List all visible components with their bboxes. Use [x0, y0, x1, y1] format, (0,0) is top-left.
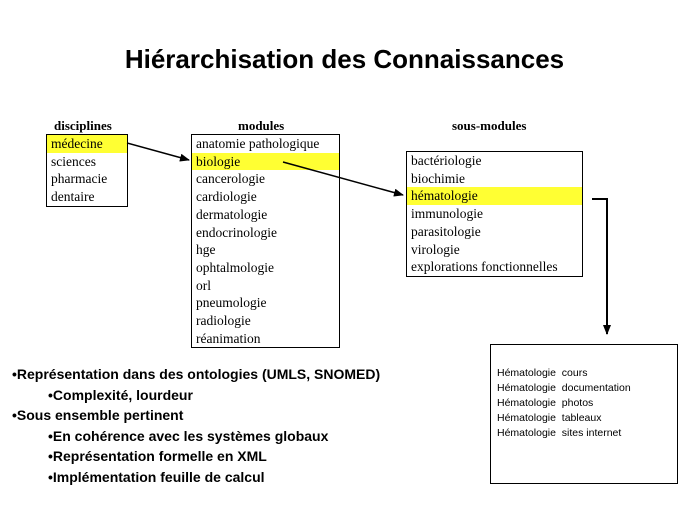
- discipline-item: pharmacie: [51, 171, 108, 187]
- module-item: cardiologie: [196, 189, 257, 205]
- module-item: réanimation: [196, 330, 261, 346]
- modules-header: modules: [238, 118, 285, 133]
- sous-module-item: immunologie: [411, 206, 483, 222]
- sous-module-item: hématologie: [407, 187, 582, 205]
- sous-module-item: parasitologie: [411, 223, 481, 239]
- arrow-module-to-sous-module: [283, 162, 403, 195]
- module-item: biologie: [192, 153, 339, 171]
- resource-item: Hématologie tableaux: [497, 412, 602, 424]
- module-item: pneumologie: [196, 295, 267, 311]
- bullet-item: •Représentation formelle en XML: [48, 448, 267, 464]
- module-item: radiologie: [196, 313, 251, 329]
- discipline-item: sciences: [51, 153, 96, 169]
- module-item: anatomie pathologique: [196, 136, 320, 151]
- bullet-item: •Représentation dans des ontologies (UMLS, SNOMED): [12, 366, 381, 382]
- bullet-item: •En cohérence avec les systèmes globaux: [48, 427, 329, 444]
- module-item: cancerologie: [196, 171, 265, 187]
- arrow-discipline-to-module: [127, 143, 189, 160]
- bullet-list: [12, 364, 380, 487]
- module-item: hge: [196, 242, 216, 258]
- resource-item: Hématologie sites internet: [497, 427, 622, 439]
- discipline-item: médecine: [47, 135, 127, 153]
- bullet-item: •Complexité, lourdeur: [48, 386, 193, 403]
- sous-module-item: virologie: [411, 241, 460, 257]
- hematologie-resources-box: [490, 344, 678, 484]
- sous-module-item: explorations fonctionnelles: [411, 259, 558, 275]
- module-item: orl: [196, 277, 211, 293]
- bullet-item: •Implémentation feuille de calcul: [48, 468, 265, 485]
- bullet-item: •Sous ensemble pertinent: [12, 407, 184, 423]
- resource-item: Hématologie documentation: [497, 382, 631, 394]
- slide-title: Hiérarchisation des Connaissances: [124, 44, 565, 74]
- resource-item: Hématologie cours: [497, 367, 588, 379]
- module-item: ophtalmologie: [196, 259, 274, 275]
- module-item: dermatologie: [196, 206, 268, 222]
- disciplines-header: disciplines: [54, 118, 112, 133]
- sous-module-item: biochimie: [411, 170, 465, 186]
- sous-module-item: bactériologie: [411, 153, 482, 168]
- sous-modules-header: sous-modules: [452, 118, 527, 133]
- discipline-item: dentaire: [51, 189, 95, 205]
- module-item: endocrinologie: [196, 224, 277, 240]
- resource-item: Hématologie photos: [497, 397, 594, 409]
- arrow-sous-module-to-results: [592, 199, 607, 334]
